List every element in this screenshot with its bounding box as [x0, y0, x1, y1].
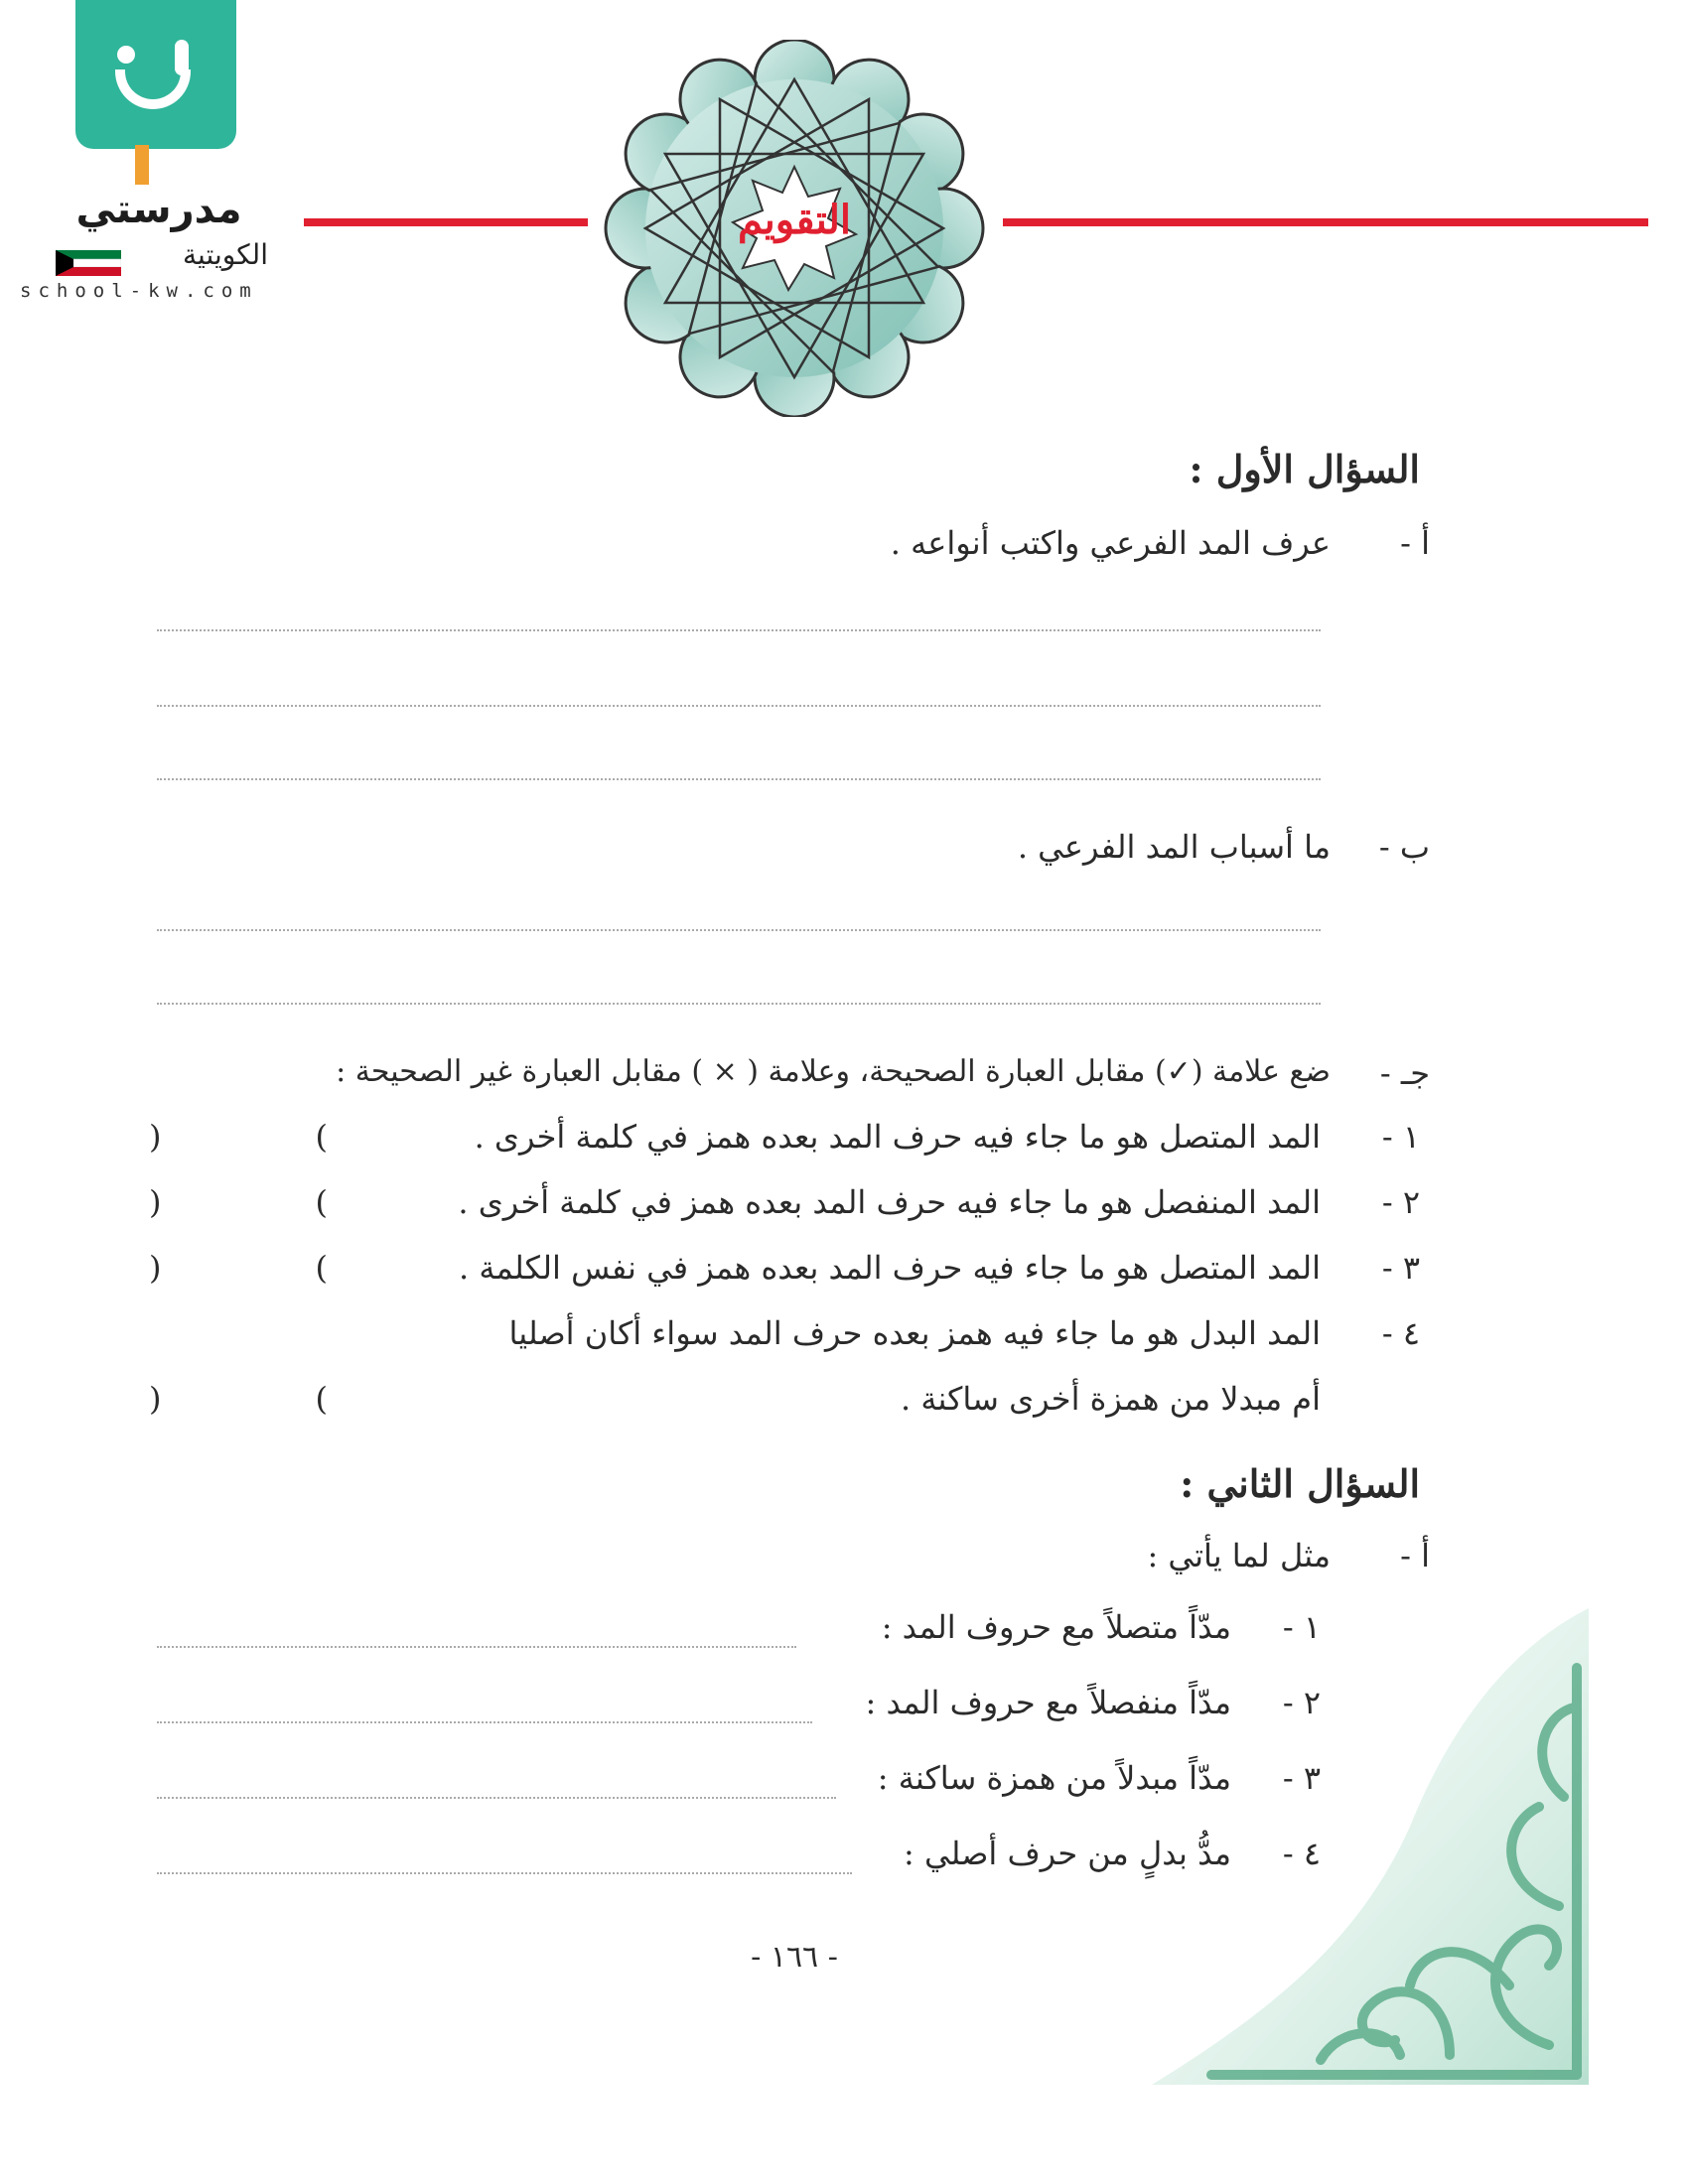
q1-title: السؤال الأول :	[1189, 447, 1420, 491]
answer-line[interactable]	[157, 1721, 812, 1723]
logo-eye-icon	[117, 46, 135, 64]
q2-a-item-text: مدّاً مبدلاً من همزة ساكنة :	[877, 1759, 1231, 1797]
q2-a-label: أ -	[1400, 1537, 1430, 1574]
answer-line[interactable]	[157, 705, 1321, 707]
q1-c-item-text: المد البدل هو ما جاء فيه همز بعده حرف المد سواء أكان أصليا	[508, 1314, 1321, 1352]
answer-line[interactable]	[157, 1872, 852, 1874]
q1-c-item-text: المد المنفصل هو ما جاء فيه حرف المد بعده همز في كلمة أخرى .	[458, 1183, 1321, 1221]
answer-line[interactable]	[157, 778, 1321, 780]
answer-parentheses[interactable]	[149, 1380, 328, 1418]
q1-c-item-num: ١ -	[1381, 1118, 1420, 1156]
q2-a-item-num: ٤ -	[1282, 1835, 1321, 1872]
answer-line[interactable]	[157, 1646, 796, 1648]
q1-b-text: ما أسباب المد الفرعي .	[1017, 828, 1331, 866]
answer-line[interactable]	[157, 1797, 836, 1799]
logo-bookmark-icon	[135, 145, 149, 185]
header-rule-left	[304, 218, 588, 226]
answer-parentheses[interactable]	[149, 1183, 328, 1221]
q2-a-item-num: ١ -	[1282, 1608, 1321, 1646]
answer-line[interactable]	[157, 929, 1321, 931]
q1-c-item-num: ٤ -	[1381, 1314, 1420, 1352]
logo-subtitle: الكويتية	[183, 238, 268, 271]
paren-close: )	[149, 1249, 162, 1287]
q2-a-item-text: مدّاً متصلاً مع حروف المد :	[881, 1608, 1231, 1646]
q2-a-text: مثل لما يأتي :	[1147, 1537, 1331, 1574]
paren-open: (	[315, 1183, 328, 1221]
paren-open: (	[315, 1380, 328, 1418]
q2-a-item-text: مدّاً منفصلاً مع حروف المد :	[865, 1684, 1231, 1721]
paren-close: )	[149, 1380, 162, 1418]
q1-c-item-text: المد المتصل هو ما جاء فيه حرف المد بعده همز في كلمة أخرى .	[474, 1118, 1321, 1156]
paren-close: )	[149, 1183, 162, 1221]
page-number: - ١٦٦ -	[751, 1940, 838, 1975]
paren-open: (	[315, 1249, 328, 1287]
q1-c-item-num: ٣ -	[1381, 1249, 1420, 1287]
q1-c-item-num: ٢ -	[1381, 1183, 1420, 1221]
paren-close: )	[149, 1118, 162, 1156]
q1-c-text: ضع علامة (✓) مقابل العبارة الصحيحة، وعلامة ( × ) مقابل العبارة غير الصحيحة :	[336, 1054, 1331, 1089]
logo-brand: مدرستي	[75, 187, 242, 232]
answer-parentheses[interactable]	[149, 1118, 328, 1156]
badge-title: التقويم	[737, 197, 852, 243]
q1-c-item-continuation: أم مبدلا من همزة أخرى ساكنة .	[900, 1380, 1321, 1418]
q1-c-label: جـ -	[1379, 1054, 1430, 1092]
kuwait-flag-icon	[56, 250, 121, 276]
header-rule-right	[1003, 218, 1648, 226]
q2-a-item-num: ٣ -	[1282, 1759, 1321, 1797]
answer-line[interactable]	[157, 629, 1321, 631]
q1-a-label: أ -	[1400, 524, 1430, 562]
q1-b-label: ب -	[1378, 828, 1430, 866]
q2-title: السؤال الثاني :	[1180, 1461, 1420, 1506]
answer-parentheses[interactable]	[149, 1249, 328, 1287]
answer-line[interactable]	[157, 1003, 1321, 1005]
q1-c-item-text: المد المتصل هو ما جاء فيه حرف المد بعده همز في نفس الكلمة .	[458, 1249, 1321, 1287]
q1-a-text: عرف المد الفرعي واكتب أنواعه .	[890, 524, 1331, 562]
corner-ornament	[1152, 1608, 1589, 2085]
q2-a-item-text: مدُّ بدلٍ من حرف أصلي :	[904, 1835, 1231, 1872]
logo-url: school-kw.com	[20, 280, 258, 302]
q2-a-item-num: ٢ -	[1282, 1684, 1321, 1721]
paren-open: (	[315, 1118, 328, 1156]
